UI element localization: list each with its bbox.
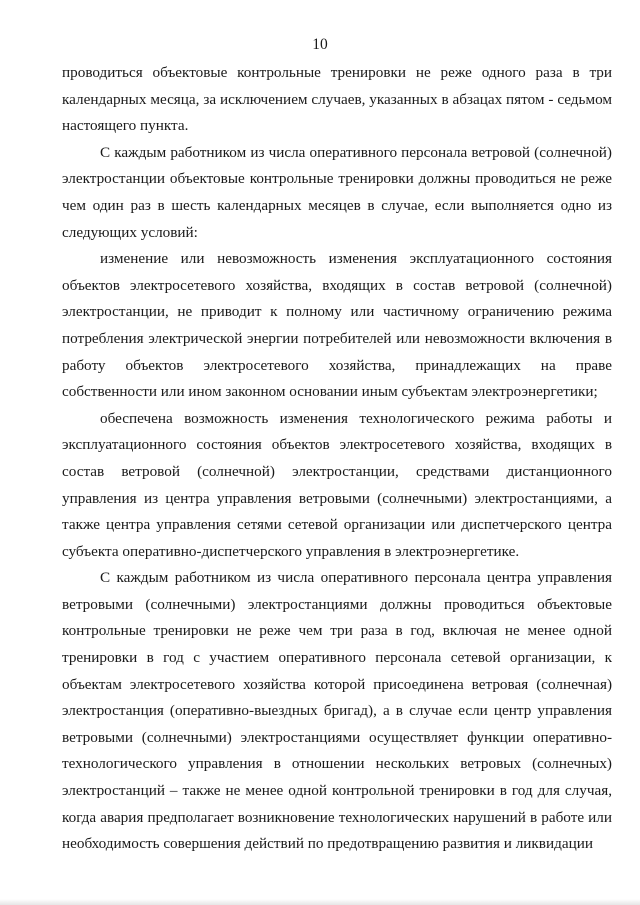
page-number: 10: [312, 36, 328, 53]
paragraph-condition-2: обеспечена возможность изменения технологического режима работы и эксплуатационного состояния объектов электросетевого хозяйства, входящих в состав ветровой (солнечной) электростанции, средствами дистанционного управления из центра управления ветровыми (солнечными) электростанциями, а также центра управления сетями сетевой организации или диспетчерского центра субъекта оперативно-диспетчерского управления в электроэнергетике.: [62, 409, 612, 560]
document-body: [62, 60, 612, 858]
paragraph-condition-1: изменение или невозможность изменения эксплуатационного состояния объектов электросетевого хозяйства, входящих в состав ветровой (солнечной) электростанции, не приводит к полному или частичному ограничению режима потребления электрической энергии потребителей или невозможности включения в работу объектов электросетевого хозяйства, принадлежащих на праве собственности или ином законном основании иным субъектам электроэнергетики;: [62, 250, 612, 401]
paragraph-control-center: С каждым работником из числа оперативного персонала центра управления ветровыми (солнечными) электростанциями должны проводиться объектовые контрольные тренировки не реже чем три раза в год, включая не менее одной тренировки в год с участием оперативного персонала сетевой организации, к объектам электросетевого хозяйства которой присоединена ветровая (солнечная) электростанция (оперативно-выездных бригад), а в случае если центр управления ветровыми (солнечными) электростанциями осуществляет функции оперативно-технологического управления в отношении нескольких ветровых (солнечных) электростанций – также не менее одной контрольной тренировки в год для случая, когда авария предполагает возникновение технологических нарушений в работе или необходимость совершения действий по предотвращению развития и ликвидации: [62, 569, 612, 853]
paragraph-continuation: проводиться объектовые контрольные тренировки не реже одного раза в три календарных месяца, за исключением случаев, указанных в абзацах пятом - седьмом настоящего пункта.: [62, 64, 612, 135]
page-bottom-edge: [0, 899, 640, 905]
paragraph-operational-staff: С каждым работником из числа оперативного персонала ветровой (солнечной) электростанции объектовые контрольные тренировки должны проводиться не реже чем один раз в шесть календарных месяцев в случае, если выполняется одно из следующих условий:: [62, 143, 612, 241]
